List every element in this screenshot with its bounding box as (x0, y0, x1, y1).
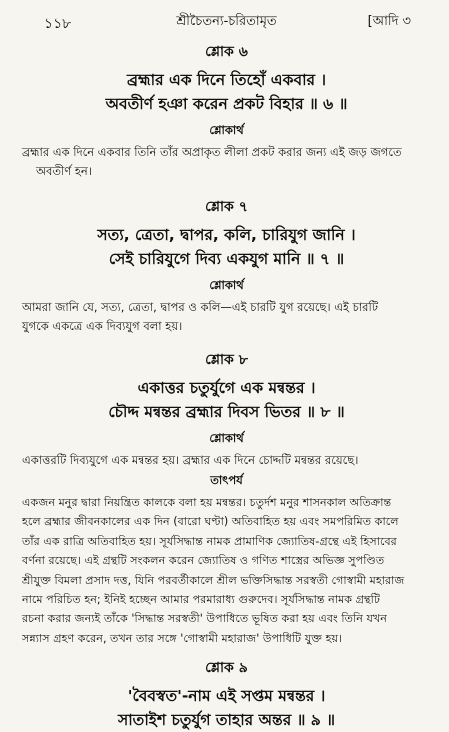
purport-line-2: হলে ব্রহ্মার জীবনকালের এক দিন (বারো ঘণ্টা) অতিবাহিত হয় এবং সমপরিমিত কালে (22, 515, 399, 529)
shloka-6-translation-label: শ্লোকার্থ (209, 123, 244, 137)
shloka-6-title: শ্লোক ৬ (205, 44, 248, 60)
purport-line-5: শ্রীযুক্ত বিমলা প্রসাদ দত্ত, যিনি পরবর্তীকালে শ্রীল ভক্তিসিদ্ধান্ত সরস্বতী গোস্বামী মহারাজ (22, 573, 405, 587)
section-marker: [আদি ৩ (367, 14, 411, 29)
shloka-9-line-1: 'বৈবস্বত'-নাম এই সপ্তম মন্বন্তর । (127, 687, 326, 706)
purport-line-7: রচনা করার জন্যই তাঁকে 'সিদ্ধান্ত সরস্বতী' উপাধিতে ভূষিত করা হয় এবং তিনি যখন (22, 612, 387, 626)
shloka-7-translation-line-2: যুগকে একত্রে এক দিব্যযুগ বলা হয়। (22, 319, 183, 333)
page-header (22, 0, 431, 34)
shloka-8-translation-line-1: একাত্তরটি দিব্যযুগে এক মন্বন্তর হয়। ব্রহ্মার এক দিনে চোদ্দটি মন্বন্তর রয়েছে। (22, 453, 359, 467)
running-title: শ্রীচৈতন্য-চরিতামৃত (176, 14, 277, 29)
shloka-6-line-1: ব্রহ্মার এক দিনে তিহোঁ একবার । (126, 71, 327, 89)
shloka-9-title: শ্লোক ৯ (205, 660, 248, 677)
purport-label: তাৎপর্য (210, 473, 243, 487)
shloka-7-line-1: সত্য, ত্রেতা, দ্বাপর, কলি, চারিযুগ জানি । (97, 226, 356, 244)
shloka-6-line-2: অবতীর্ণ হঞা করেন প্রকট বিহার ॥ ৬ ॥ (105, 95, 348, 113)
purport-line-6: নামে পরিচিত হন; ইনিই হচ্ছেন আমার পরমারাধ্য গুরুদেব। সূর্যসিদ্ধান্ত নামক গ্রন্থটি (22, 593, 380, 607)
page-number: ১১৮ (44, 16, 72, 32)
shloka-6-translation-line-2: অবতীর্ণ হন। (36, 164, 92, 178)
purport-line-1: একজন মনুর দ্বারা নিয়ন্ত্রিত কালকে বলা হয় মন্বন্তর। চতুর্দশ মনুর শাসনকাল অতিক্রান্ত (22, 496, 392, 509)
shloka-7-translation-line-1: আমরা জানি যে, সত্য, ত্রেতা, দ্বাপর ও কলি—এই চারটি যুগ রয়েছে। এই চারটি (22, 300, 379, 314)
shloka-8-translation-label: শ্লোকার্থ (209, 431, 244, 445)
purport-line-8: সন্ন্যাস গ্রহণ করেন, তখন তার সঙ্গে 'গোস্বামী মহারাজ' উপাধিটি যুক্ত হয়। (22, 631, 343, 645)
shloka-9-line-2: সাতাইশ চতুর্যুগ তাহার অন্তর ॥ ৯ ॥ (117, 711, 336, 730)
purport-line-4: বর্ণনা রয়েছে। এই গ্রন্থটি সংকলন করেন জ্যোতিষ ও গণিত শাস্ত্রের অভিজ্ঞ সুপণ্ডিত (22, 554, 385, 568)
shloka-6-translation-line-1: ব্রহ্মার এক দিনে একবার তিনি তাঁর অপ্রাকৃত লীলা প্রকট করার জন্য এই জড় জগতে (22, 145, 402, 159)
purport-line-3: তাঁর এক রাত্রি অতিবাহিত হয়। সূর্যসিদ্ধান্ত নামক প্রামাণিক জ্যোতিষ-গ্রন্থে এই হিসাবের (22, 534, 397, 548)
shloka-8-line-1: একাত্তর চতুর্যুগে এক মন্বন্তর । (137, 379, 316, 397)
shloka-7-line-2: সেই চারিযুগে দিব্য একযুগ মানি ॥ ৭ ॥ (108, 250, 345, 268)
shloka-7-title: শ্লোক ৭ (205, 199, 248, 215)
shloka-8-line-2: চৌদ্দ মন্বন্তর ব্রহ্মার দিবস ভিতর ॥ ৮ ॥ (108, 403, 345, 421)
shloka-7-translation-label: শ্লোকার্থ (209, 278, 244, 292)
shloka-8-title: শ্লোক ৮ (205, 352, 248, 368)
